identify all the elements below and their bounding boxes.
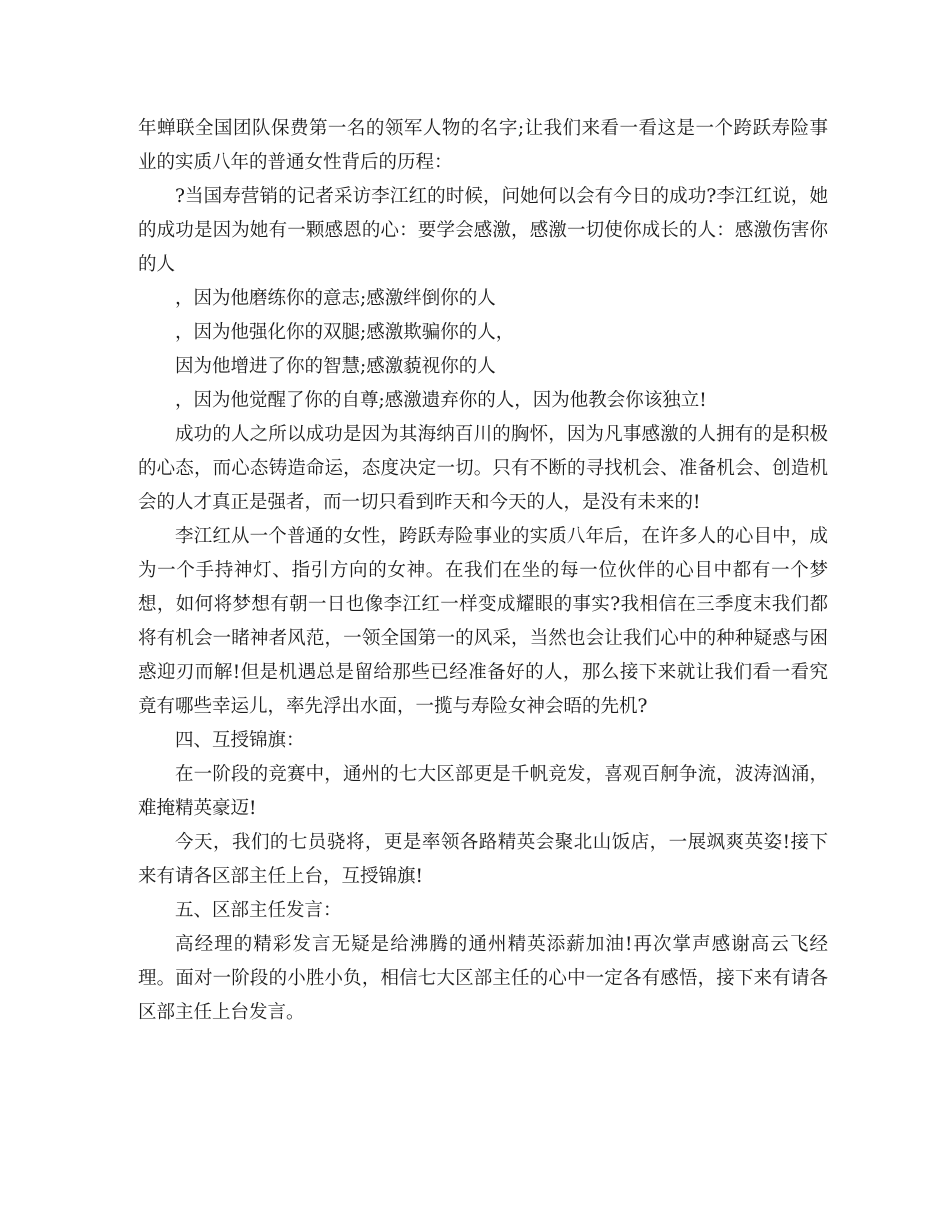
paragraph-11: 今天，我们的七员骁将，更是率领各路精英会聚北山饭店，一展飒爽英姿!接下来有请各区部主任上台，互授锦旗! [138, 832, 828, 887]
paragraph-8: 李江红从一个普通的女性，跨跃寿险事业的实质八年后，在许多人的心目中，成为一个手持神灯、指引方向的女神。在我们在坐的每一位伙伴的心目中都有一个梦想，如何将梦想有朝一日也像李江红一样变成耀眼的事实?我相信在三季度末我们都将有机会一睹神者风范，一领全国第一的风采，当然也会让我们心中的种种疑惑与困惑迎刃而解!但是机遇总是留给那些已经准备好的人，那么接下来就让我们看一看究竟有哪些幸运儿，率先浮出水面，一揽与寿险女神会晤的先机? [138, 526, 828, 717]
paragraph-7: 成功的人之所以成功是因为其海纳百川的胸怀，因为凡事感激的人拥有的是积极的心态，而心态铸造命运，态度决定一切。只有不断的寻找机会、准备机会、创造机会的人才真正是强者，而一切只看到昨天和今天的人，是没有未来的! [138, 424, 828, 513]
paragraph-13: 高经理的精彩发言无疑是给沸腾的通州精英添薪加油!再次掌声感谢高云飞经理。面对一阶段的小胜小负，相信七大区部主任的心中一定各有感悟，接下来有请各区部主任上台发言。 [138, 934, 828, 1023]
paragraph-5: 因为他增进了你的智慧;感激藐视你的人 [175, 356, 496, 377]
paragraph-6: ，因为他觉醒了你的自尊;感激遗弃你的人，因为他教会你该独立! [175, 390, 707, 411]
section-heading-4: 四、互授锦旗： [175, 730, 305, 751]
section-heading-5: 五、区部主任发言： [175, 900, 342, 921]
paragraph-3: ，因为他磨练你的意志;感激绊倒你的人 [175, 288, 496, 309]
paragraph-2: ?当国寿营销的记者采访李江红的时候，问她何以会有今日的成功?李江红说，她的成功是因为她有一颗感恩的心：要学会感激，感激一切使你成长的人：感激伤害你的人 [138, 186, 828, 275]
document-body [138, 112, 828, 1030]
paragraph-1: 年蝉联全国团队保费第一名的领军人物的名字;让我们来看一看这是一个跨跃寿险事业的实质八年的普通女性背后的历程： [138, 118, 828, 173]
paragraph-4: ，因为他强化你的双腿;感激欺骗你的人， [175, 322, 515, 343]
paragraph-10: 在一阶段的竞赛中，通州的七大区部更是千帆竞发，喜观百舸争流，波涛汹涌，难掩精英豪迈! [138, 764, 828, 819]
